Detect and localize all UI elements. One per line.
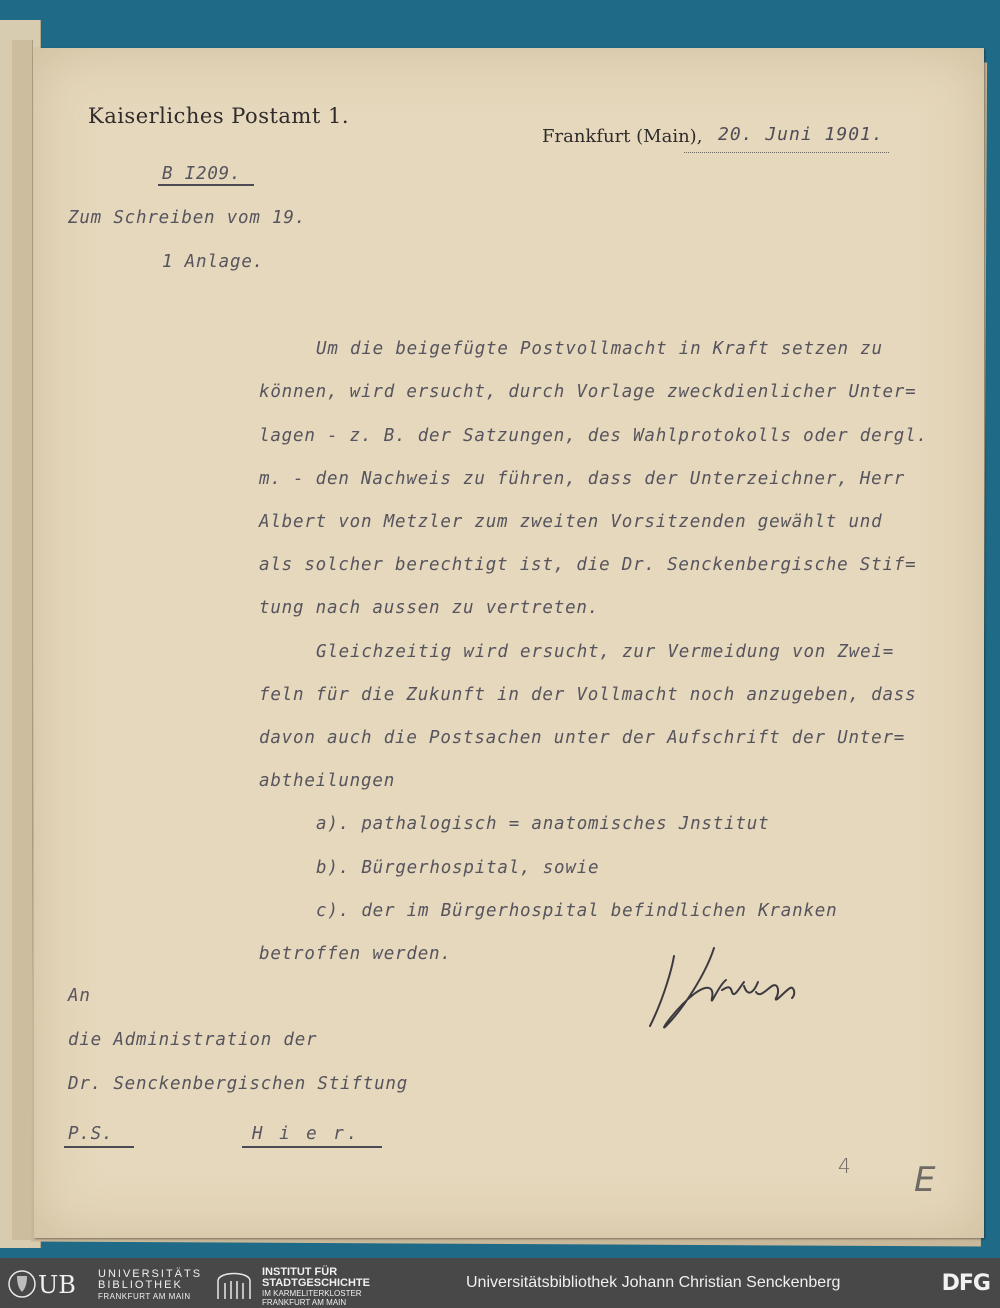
list-item: c). der im Bürgerhospital befindlichen Kranken	[316, 901, 838, 921]
body-line: tung nach aussen zu vertreten.	[259, 598, 600, 618]
reference-number: B I209.	[162, 164, 242, 184]
attachment-line: 1 Anlage.	[162, 252, 265, 272]
isg-line3: IM KARMELITERKLOSTER	[262, 1289, 362, 1298]
recipient-location: H i e r.	[252, 1124, 361, 1144]
body-line: als solcher berechtigt ist, die Dr. Senckenbergische Stif=	[259, 555, 917, 575]
postscript-label: P.S.	[68, 1124, 114, 1144]
recipient-salutation: An	[68, 986, 91, 1006]
location-underline	[242, 1146, 382, 1148]
isg-line4: FRANKFURT AM MAIN	[262, 1298, 347, 1307]
date-dotted-line	[684, 152, 889, 153]
list-item: b). Bürgerhospital, sowie	[316, 858, 600, 878]
recipient-line-2: Dr. Senckenbergischen Stiftung	[68, 1074, 409, 1094]
body-line: davon auch die Postsachen unter der Aufschrift der Unter=	[259, 728, 906, 748]
list-item: a). pathalogisch = anatomisches Jnstitut	[316, 814, 770, 834]
body-line: Gleichzeitig wird ersucht, zur Vermeidung von Zwei=	[316, 642, 895, 662]
regarding-line: Zum Schreiben vom 19.	[68, 208, 307, 228]
body-line: lagen - z. B. der Satzungen, des Wahlprotokolls oder dergl.	[259, 426, 928, 446]
pencil-page-number: 4	[838, 1154, 851, 1178]
isg-line2: STADTGESCHICHTE	[262, 1277, 370, 1289]
background-page-strip	[12, 40, 33, 1240]
ub-logo-icon	[8, 1268, 90, 1300]
footer-bar	[0, 1258, 1000, 1308]
letterhead: Kaiserliches Postamt 1.	[88, 104, 349, 128]
reference-underline	[158, 184, 254, 186]
letter-page	[34, 48, 984, 1238]
body-line: können, wird ersucht, durch Vorlage zweckdienlicher Unter=	[259, 382, 917, 402]
place-label: Frankfurt (Main),	[542, 126, 703, 147]
body-line: Um die beigefügte Postvollmacht in Kraft setzen zu	[316, 339, 883, 359]
letter-date: 20. Juni 1901.	[718, 124, 884, 145]
ub-name-line1: UNIVERSITÄTS	[98, 1268, 203, 1280]
body-line: Albert von Metzler zum zweiten Vorsitzenden gewählt und	[259, 512, 883, 532]
isg-line1: INSTITUT FÜR	[262, 1266, 338, 1278]
ub-name-line3: FRANKFURT AM MAIN	[98, 1292, 191, 1301]
ps-underline	[64, 1146, 134, 1148]
dfg-logo: DFG	[941, 1271, 990, 1296]
ub-logo-text: UB	[38, 1271, 76, 1299]
pencil-mark: E	[914, 1160, 936, 1200]
isg-name	[262, 1267, 370, 1307]
isg-building-icon	[214, 1267, 254, 1301]
body-line: abtheilungen	[259, 771, 396, 791]
body-line: feln für die Zukunft in der Vollmacht noch anzugeben, dass	[259, 685, 917, 705]
signature	[614, 928, 814, 1038]
body-line: betroffen werden.	[259, 944, 452, 964]
ub-name-line2: BIBLIOTHEK	[98, 1279, 183, 1291]
body-line: m. - den Nachweis zu führen, dass der Unterzeichner, Herr	[259, 469, 906, 489]
recipient-line-1: die Administration der	[68, 1030, 318, 1050]
footer-title[interactable]: Universitätsbibliothek Johann Christian Senckenberg	[466, 1274, 841, 1291]
ub-name	[98, 1269, 202, 1302]
